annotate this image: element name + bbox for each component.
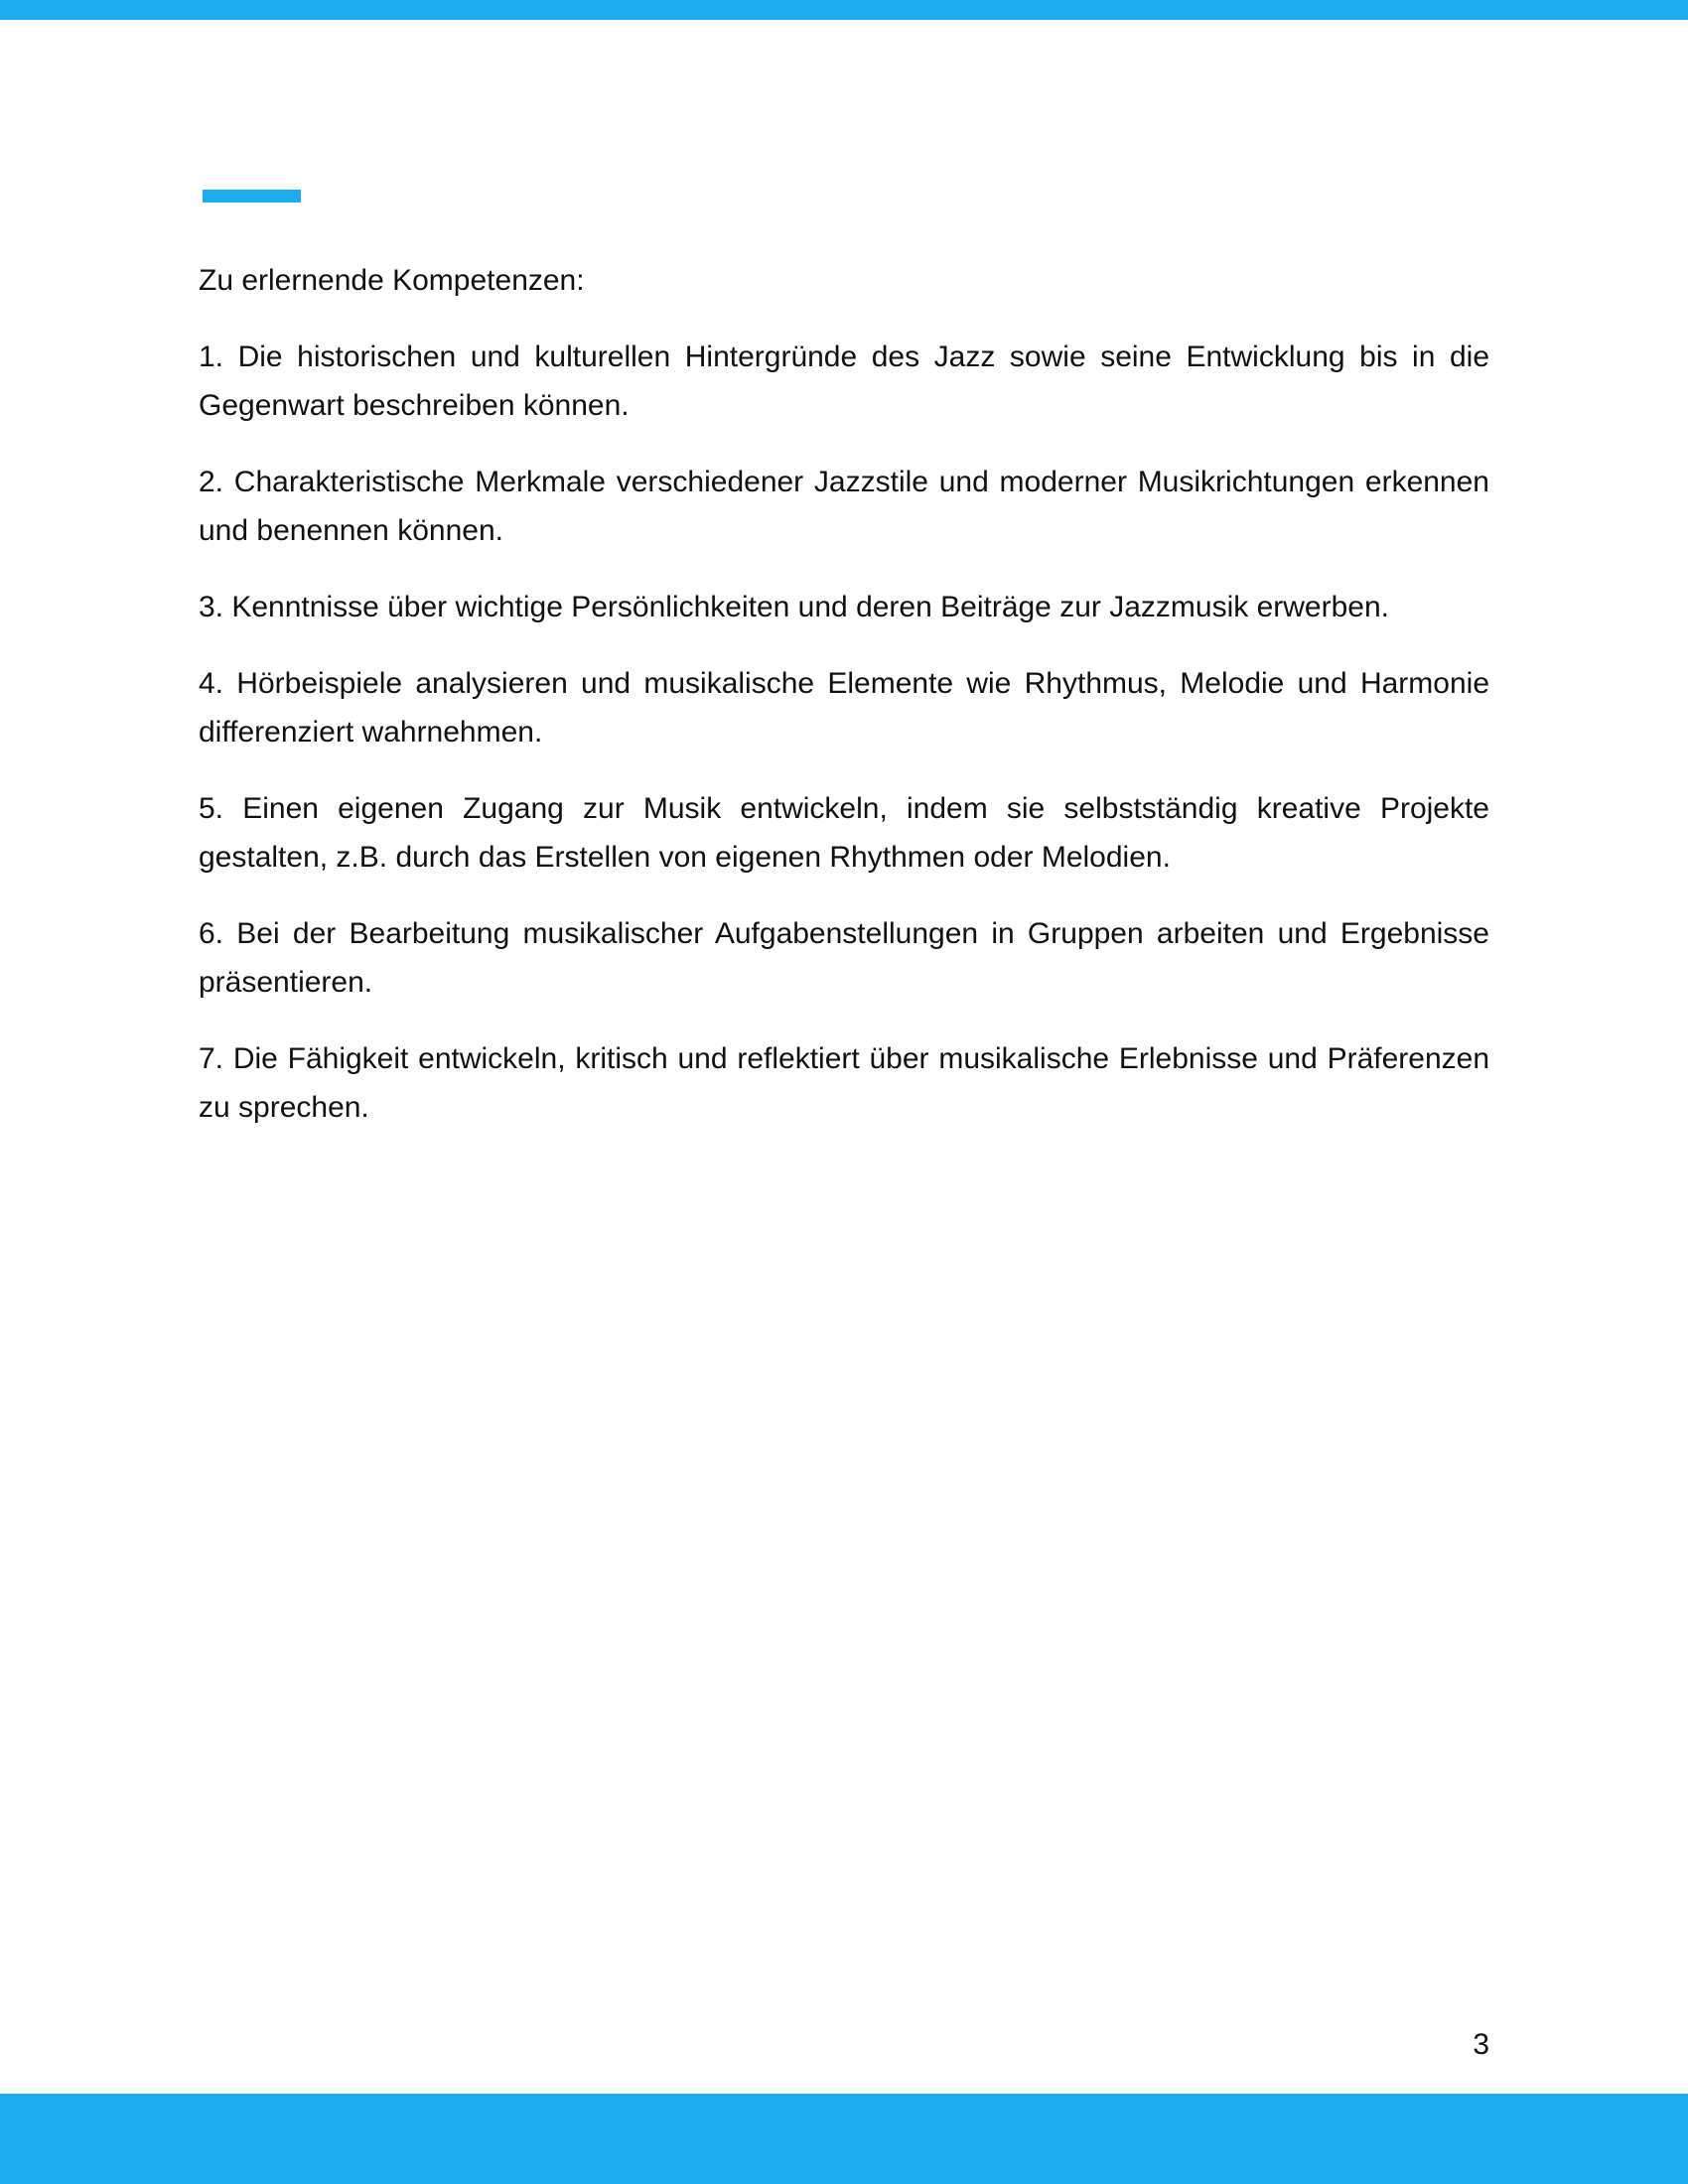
section-accent-dash xyxy=(203,190,301,203)
competencies-list xyxy=(199,333,1489,1132)
page-number: 3 xyxy=(1473,2028,1489,2061)
list-item: 5. Einen eigenen Zugang zur Musik entwickeln, indem sie selbstständig kreative Projekte gestalten, z.B. durch das Erstellen von eigenen Rhythmen oder Melodien. xyxy=(199,792,1489,874)
competencies-heading: Zu erlernende Kompetenzen: xyxy=(199,264,585,297)
list-item: 4. Hörbeispiele analysieren und musikalische Elemente wie Rhythmus, Melodie und Harmonie differenziert wahrnehmen. xyxy=(199,667,1489,749)
list-item: 6. Bei der Bearbeitung musikalischer Aufgabenstellungen in Gruppen arbeiten und Ergebnisse präsentieren. xyxy=(199,917,1489,999)
list-item: 1. Die historischen und kulturellen Hintergründe des Jazz sowie seine Entwicklung bis in die Gegenwart beschreiben können. xyxy=(199,341,1489,422)
list-item: 3. Kenntnisse über wichtige Persönlichkeiten und deren Beiträge zur Jazzmusik erwerben. xyxy=(199,591,1389,623)
list-item: 7. Die Fähigkeit entwickeln, kritisch und reflektiert über musikalische Erlebnisse und Präferenzen zu sprechen. xyxy=(199,1042,1489,1124)
bottom-accent-bar xyxy=(0,2094,1688,2184)
document-body xyxy=(199,256,1489,1160)
list-item: 2. Charakteristische Merkmale verschiedener Jazzstile und moderner Musikrichtungen erkennen und benennen können. xyxy=(199,466,1489,547)
top-accent-bar xyxy=(0,0,1688,20)
